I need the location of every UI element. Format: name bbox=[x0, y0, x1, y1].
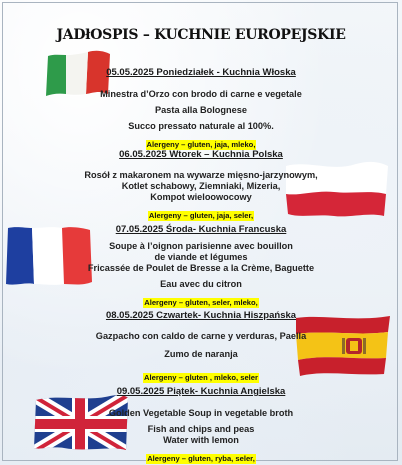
menu-line: Zumo de naranja bbox=[164, 349, 238, 359]
day-section-friday bbox=[0, 386, 402, 465]
day-section-tuesday bbox=[0, 149, 402, 222]
allergen-note: Alergeny – gluten, seler, mleko, bbox=[144, 298, 258, 307]
day-header: 09.05.2025 Piątek- Kuchnia Angielska bbox=[116, 386, 286, 397]
allergen-note: Alergeny – gluten , mleko, seler bbox=[144, 373, 258, 382]
menu-line: Soupe à l’oignon parisienne avec bouillon bbox=[109, 241, 293, 251]
menu-line: Kompot wieloowocowy bbox=[150, 192, 252, 202]
allergen-note: Alergeny – gluten, jaja, seler, bbox=[148, 211, 254, 220]
menu-line: Rosół z makaronem na wywarze mięsno-jarzynowym, bbox=[84, 170, 318, 180]
menu-line: Fricassée de Poulet de Bresse a la Crème, Baguette bbox=[87, 263, 315, 273]
menu-line: Golden Vegetable Soup in vegetable broth bbox=[108, 408, 294, 418]
day-section-wednesday bbox=[0, 224, 402, 309]
page-title: JADłOSPIS – KUCHNIE EUROPEJSKIE bbox=[56, 27, 346, 43]
day-header: 06.05.2025 Wtorek – Kuchnia Polska bbox=[119, 149, 283, 160]
day-header: 07.05.2025 Środa- Kuchnia Francuska bbox=[115, 224, 287, 235]
day-section-thursday bbox=[0, 310, 402, 384]
menu-line: de viande et légumes bbox=[154, 252, 248, 262]
menu-line: Gazpacho con caldo de carne y verduras, Paella bbox=[95, 331, 307, 341]
allergen-note: Alergeny – gluten, jaja, mleko, bbox=[146, 140, 256, 149]
menu-line: Eau avec du citron bbox=[160, 279, 242, 289]
menu-line: Pasta alla Bolognese bbox=[155, 105, 247, 115]
menu-line: Water with lemon bbox=[163, 435, 239, 445]
day-header: 05.05.2025 Poniedziałek - Kuchnia Włoska bbox=[106, 67, 296, 78]
menu-line: Minestra d’Orzo con brodo di carne e vegetale bbox=[100, 89, 302, 99]
day-section-monday bbox=[0, 67, 402, 151]
day-header: 08.05.2025 Czwartek- Kuchnia Hiszpańska bbox=[105, 310, 297, 321]
menu-line: Kotlet schabowy, Ziemniaki, Mizeria, bbox=[121, 181, 281, 191]
menu-line: Succo pressato naturale al 100%. bbox=[128, 121, 274, 131]
allergen-note: Alergeny – gluten, ryba, seler, bbox=[147, 454, 255, 463]
menu-line: Fish and chips and peas bbox=[147, 424, 255, 434]
